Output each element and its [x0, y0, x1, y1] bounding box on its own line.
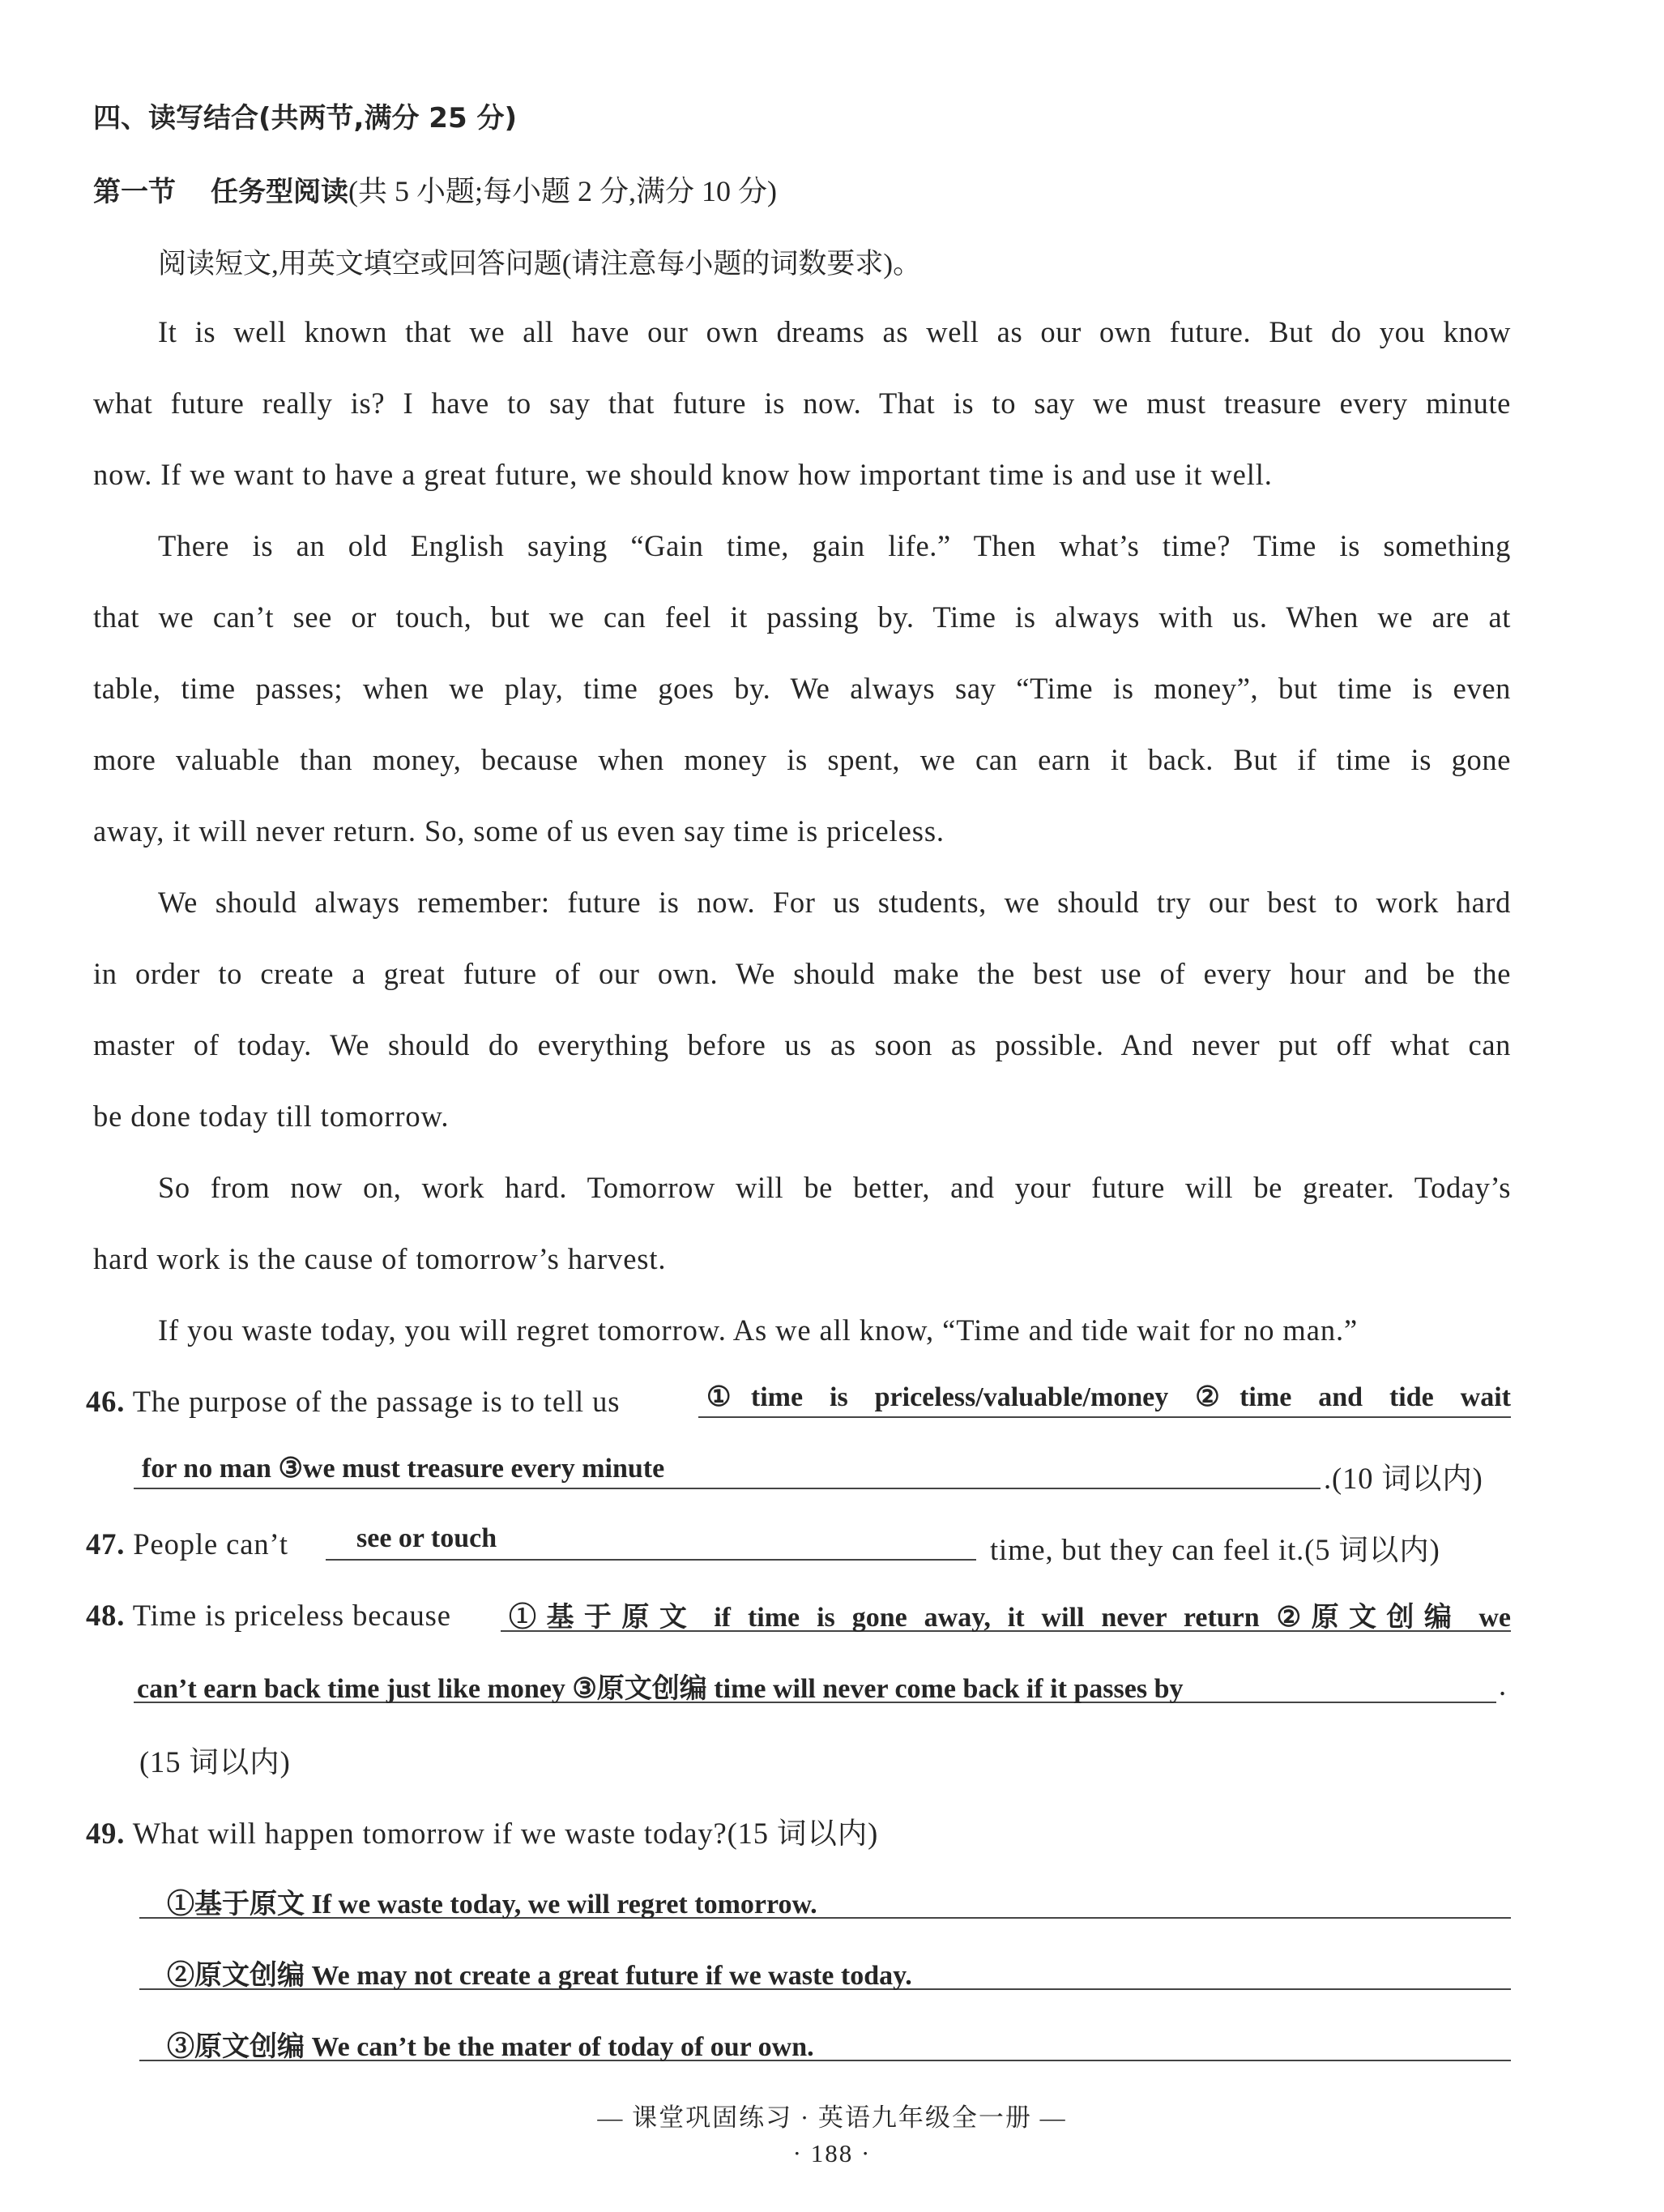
question-number: 47.	[86, 1527, 126, 1561]
footer-title: — 课堂巩固练习 · 英语九年级全一册 —	[597, 2103, 1067, 2132]
question-49-prompt: 49. What will happen tomorrow if we waste today?(15 词以内)	[86, 1817, 879, 1850]
passage-line: master of today. We should do everything before us as soon as possible. And never put off what can	[93, 1028, 1511, 1061]
section-title: 四、读写结合(共两节,满分 25 分)	[93, 102, 517, 135]
subsection-note: (共 5 小题;每小题 2 分,满分 10 分)	[348, 175, 777, 207]
passage-line: in order to create a great future of our own. We should make the best use of every hour and be the	[93, 957, 1511, 990]
question-47-suffix: time, but they can feel it.(5 词以内)	[990, 1533, 1440, 1566]
question-48-prompt: 48. Time is priceless because	[86, 1599, 451, 1632]
answer-48-line1: ①基于原文 if time is gone away, it will never return ②原文创编 we	[501, 1595, 1511, 1632]
passage-line: that we can’t see or touch, but we can feel it passing by. Time is always with us. When we are at	[93, 600, 1511, 634]
passage-line: There is an old English saying “Gain time, gain life.” Then what’s time? Time is something	[158, 529, 1511, 562]
passage-line: So from now on, work hard. Tomorrow will be better, and your future will be greater. Today’s	[158, 1171, 1511, 1204]
passage-line: It is well known that we all have our own dreams as well as our own future. But do you know	[158, 315, 1511, 348]
question-number: 49.	[86, 1817, 126, 1850]
answer-46-line2: for no man ③we must treasure every minute	[134, 1452, 1321, 1489]
passage-line: away, it will never return. So, some of us even say time is priceless.	[93, 814, 945, 848]
passage-line: We should always remember: future is now. For us students, we should try our best to work hard	[158, 886, 1511, 919]
question-46-limit: .(10 词以内)	[1324, 1462, 1483, 1495]
answer-47: see or touch	[326, 1523, 976, 1561]
page-number: · 188 ·	[792, 2139, 872, 2167]
answer-48-line2: can’t earn back time just like money ③原文创编 time will never come back if it passes by	[134, 1666, 1496, 1703]
question-48-limit: (15 词以内)	[139, 1745, 291, 1779]
subsection-label: 第一节	[93, 176, 176, 208]
passage-line: hard work is the cause of tomorrow’s harvest.	[93, 1242, 667, 1275]
passage-line: more valuable than money, because when money is spent, we can earn it back. But if time is gone	[93, 743, 1511, 776]
subsection-heading	[93, 169, 777, 210]
question-number: 46.	[86, 1385, 126, 1418]
passage-line: be done today till tomorrow.	[93, 1100, 450, 1133]
subsection-title: 任务型阅读	[211, 176, 348, 208]
instruction: 阅读短文,用英文填空或回答问题(请注意每小题的词数要求)。	[158, 248, 922, 280]
answer-46-line1: ①time is priceless/valuable/money ②time and tide wait	[698, 1381, 1511, 1418]
answer-49-option: ③原文创编 We can’t be the mater of today of our own.	[139, 2024, 1511, 2061]
passage-line: what future really is? I have to say that future is now. That is to say we must treasure every minute	[93, 386, 1511, 420]
passage-line: table, time passes; when we play, time goes by. We always say “Time is money”, but time is even	[93, 672, 1511, 705]
answer-49-option: ②原文创编 We may not create a great future if we waste today.	[139, 1953, 1511, 1990]
question-47-prompt: 47. People can’t	[86, 1527, 288, 1561]
answer-48-period: .	[1499, 1668, 1508, 1702]
question-number: 48.	[86, 1599, 126, 1632]
answer-49-option: ①基于原文 If we waste today, we will regret tomorrow.	[139, 1881, 1511, 1919]
passage-line: now. If we want to have a great future, we should know how important time is and use it well.	[93, 458, 1273, 491]
question-46-prompt: 46. The purpose of the passage is to tell us	[86, 1385, 621, 1418]
passage-line: If you waste today, you will regret tomorrow. As we all know, “Time and tide wait for no man.”	[158, 1313, 1359, 1347]
